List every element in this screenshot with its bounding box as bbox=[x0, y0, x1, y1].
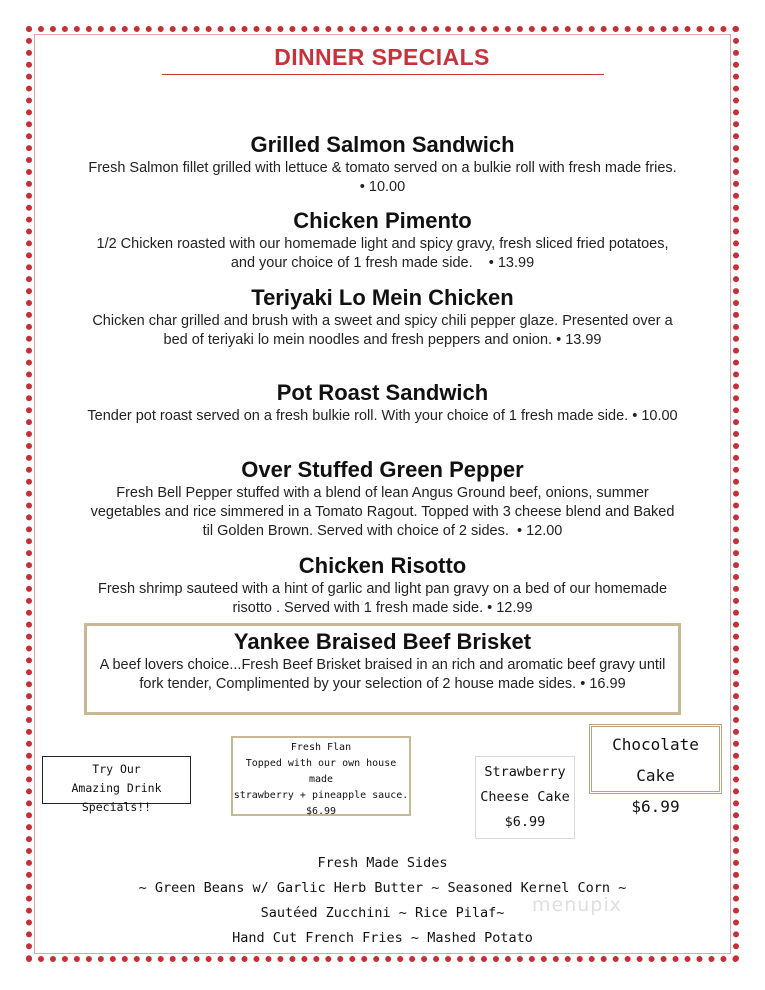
flan-line1: Topped with our own house made bbox=[245, 758, 397, 785]
cheesecake-note bbox=[475, 756, 575, 839]
flan-line2: strawberry + pineapple sauce. bbox=[233, 790, 409, 801]
menu-item-grilled-salmon-sandwich bbox=[84, 131, 681, 197]
item-name: Pot Roast Sandwich bbox=[276, 380, 489, 405]
item-description: Tender pot roast served on a fresh bulkie roll. With your choice of 1 fresh made side. • 10.00 bbox=[87, 408, 678, 424]
drink-specials-line2: Amazing Drink Specials!! bbox=[71, 781, 162, 814]
sides-line2: Sautéed Zucchini ~ Rice Pilaf~ bbox=[260, 905, 505, 921]
item-name: Chicken Risotto bbox=[298, 553, 467, 578]
sides-line1: ~ Green Beans w/ Garlic Herb Butter ~ Seasoned Kernel Corn ~ bbox=[138, 880, 627, 896]
item-name: Yankee Braised Beef Brisket bbox=[233, 629, 532, 654]
fresh-flan-note bbox=[231, 736, 411, 816]
cheesecake-price: $6.99 bbox=[504, 814, 546, 830]
item-price: • 16.99 bbox=[580, 676, 626, 692]
item-name: Over Stuffed Green Pepper bbox=[241, 457, 524, 482]
menu-item-chicken-risotto bbox=[84, 552, 681, 618]
item-price: • 13.99 bbox=[488, 255, 535, 271]
item-description: A beef lovers choice...Fresh Beef Brisket braised in an rich and aromatic beef gravy until fork tender, Complimented by your selection of 2 house made sides. • 16.99 bbox=[99, 657, 666, 692]
item-price: • 13.99 bbox=[556, 332, 602, 348]
title-underline bbox=[162, 74, 604, 75]
item-description: Fresh Salmon fillet grilled with lettuce & tomato served on a bulkie roll with fresh made fries. • 10.00 bbox=[88, 160, 677, 195]
flan-title: Fresh Flan bbox=[290, 742, 352, 753]
item-name: Chicken Pimento bbox=[293, 208, 472, 233]
item-name: Grilled Salmon Sandwich bbox=[250, 132, 515, 157]
menu-item-chicken-pimento bbox=[84, 207, 681, 273]
cheesecake-line1: Strawberry bbox=[484, 764, 566, 780]
menu-item-over-stuffed-green-pepper bbox=[84, 456, 681, 541]
item-price: • 12.00 bbox=[516, 523, 563, 539]
sides-line3: Hand Cut French Fries ~ Mashed Potato bbox=[232, 930, 533, 946]
item-description: Chicken char grilled and brush with a sweet and spicy chili pepper glaze. Presented over a bed of teriyaki lo mein noodles and fresh peppers and onion. • 13.99 bbox=[92, 313, 673, 348]
chocolate-cake-price: $6.99 bbox=[631, 797, 680, 816]
menu-item-yankee-braised-beef-brisket bbox=[92, 628, 673, 694]
menu-item-pot-roast-sandwich bbox=[84, 379, 681, 426]
drink-specials-note bbox=[42, 756, 191, 814]
chocolate-cake-name: Chocolate Cake bbox=[612, 735, 699, 785]
item-price: • 10.00 bbox=[632, 408, 678, 424]
flan-price: $6.99 bbox=[305, 806, 337, 817]
item-price: • 10.00 bbox=[359, 179, 406, 195]
watermark: menupix bbox=[532, 894, 622, 916]
item-description: Fresh Bell Pepper stuffed with a blend of lean Angus Ground beef, onions, summer vegetables and rice simmered in a Tomato Ragout. Topped with 3 cheese blend and Baked til Golden Brown. Served with choice of 2 sides. • 12.00 bbox=[90, 485, 675, 539]
menu-item-teriyaki-lo-mein-chicken bbox=[84, 284, 681, 350]
chocolate-cake-note bbox=[589, 724, 722, 816]
item-price: • 12.99 bbox=[487, 600, 533, 616]
cheesecake-line2: Cheese Cake bbox=[480, 789, 570, 805]
sides-title: Fresh Made Sides bbox=[317, 855, 448, 871]
item-name: Teriyaki Lo Mein Chicken bbox=[251, 285, 514, 310]
item-description: Fresh shrimp sauteed with a hint of garlic and light pan gravy on a bed of our homemade risotto . Served with 1 fresh made side. • 12.99 bbox=[97, 581, 668, 616]
item-description: 1/2 Chicken roasted with our homemade light and spicy gravy, fresh sliced fried potatoes, and your choice of 1 fresh made side. • 13.99 bbox=[96, 236, 669, 271]
page-title: DINNER SPECIALS bbox=[274, 44, 490, 70]
drink-specials-line1: Try Our bbox=[92, 762, 141, 776]
